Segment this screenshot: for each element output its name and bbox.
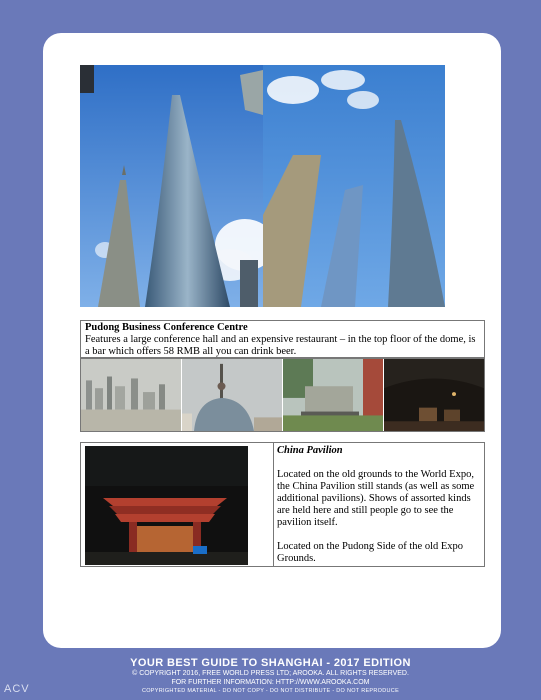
footer-copyright: © COPYRIGHT 2016, FREE WORLD PRESS LTD; AROOKA. ALL RIGHTS RESERVED. [132, 670, 409, 677]
skyscraper-photo-right [263, 65, 445, 307]
pudong-photo-strip [80, 358, 485, 432]
pudong-conference-centre-box [80, 320, 485, 358]
pudong-title: Pudong Business Conference Centre [85, 322, 248, 333]
skyscraper-photo-left [80, 65, 263, 307]
city-skyline-photo [81, 359, 181, 431]
footer-warning: COPYRIGHTED MATERIAL - DO NOT COPY - DO NOT DISTRIBUTE - DO NOT REPRODUCE [141, 688, 400, 694]
china-pavilion-photo [85, 446, 248, 565]
footer-title: YOUR BEST GUIDE TO SHANGHAI - 2017 EDITION [130, 657, 411, 669]
conference-sign-photo [282, 359, 383, 431]
china-pavilion-paragraph-1: Located on the old grounds to the World Expo, the China Pavilion still stands (as well as some additional pavilions). Shows of assorted kinds are held here and still people go to see the pavilion itself. [277, 469, 475, 528]
dome-building-photo [181, 359, 282, 431]
china-pavilion-text [277, 445, 483, 565]
china-pavilion-title: China Pavilion [277, 445, 343, 456]
footer-copyright-block [0, 670, 541, 687]
acv-logo: ACV [4, 683, 30, 695]
china-pavilion-divider [273, 443, 274, 566]
pudong-description: Features a large conference hall and an expensive restaurant – in the top floor of the dome, is a bar which offers 58 RMB all you can drink beer. [85, 334, 476, 357]
china-pavilion-paragraph-2: Located on the Pudong Side of the old Expo Grounds. [277, 541, 464, 564]
restaurant-interior-photo [383, 359, 484, 431]
footer-info: FOR FURTHER INFORMATION: HTTP://WWW.AROOKA.COM [171, 678, 370, 686]
china-pavilion-box [80, 442, 485, 567]
